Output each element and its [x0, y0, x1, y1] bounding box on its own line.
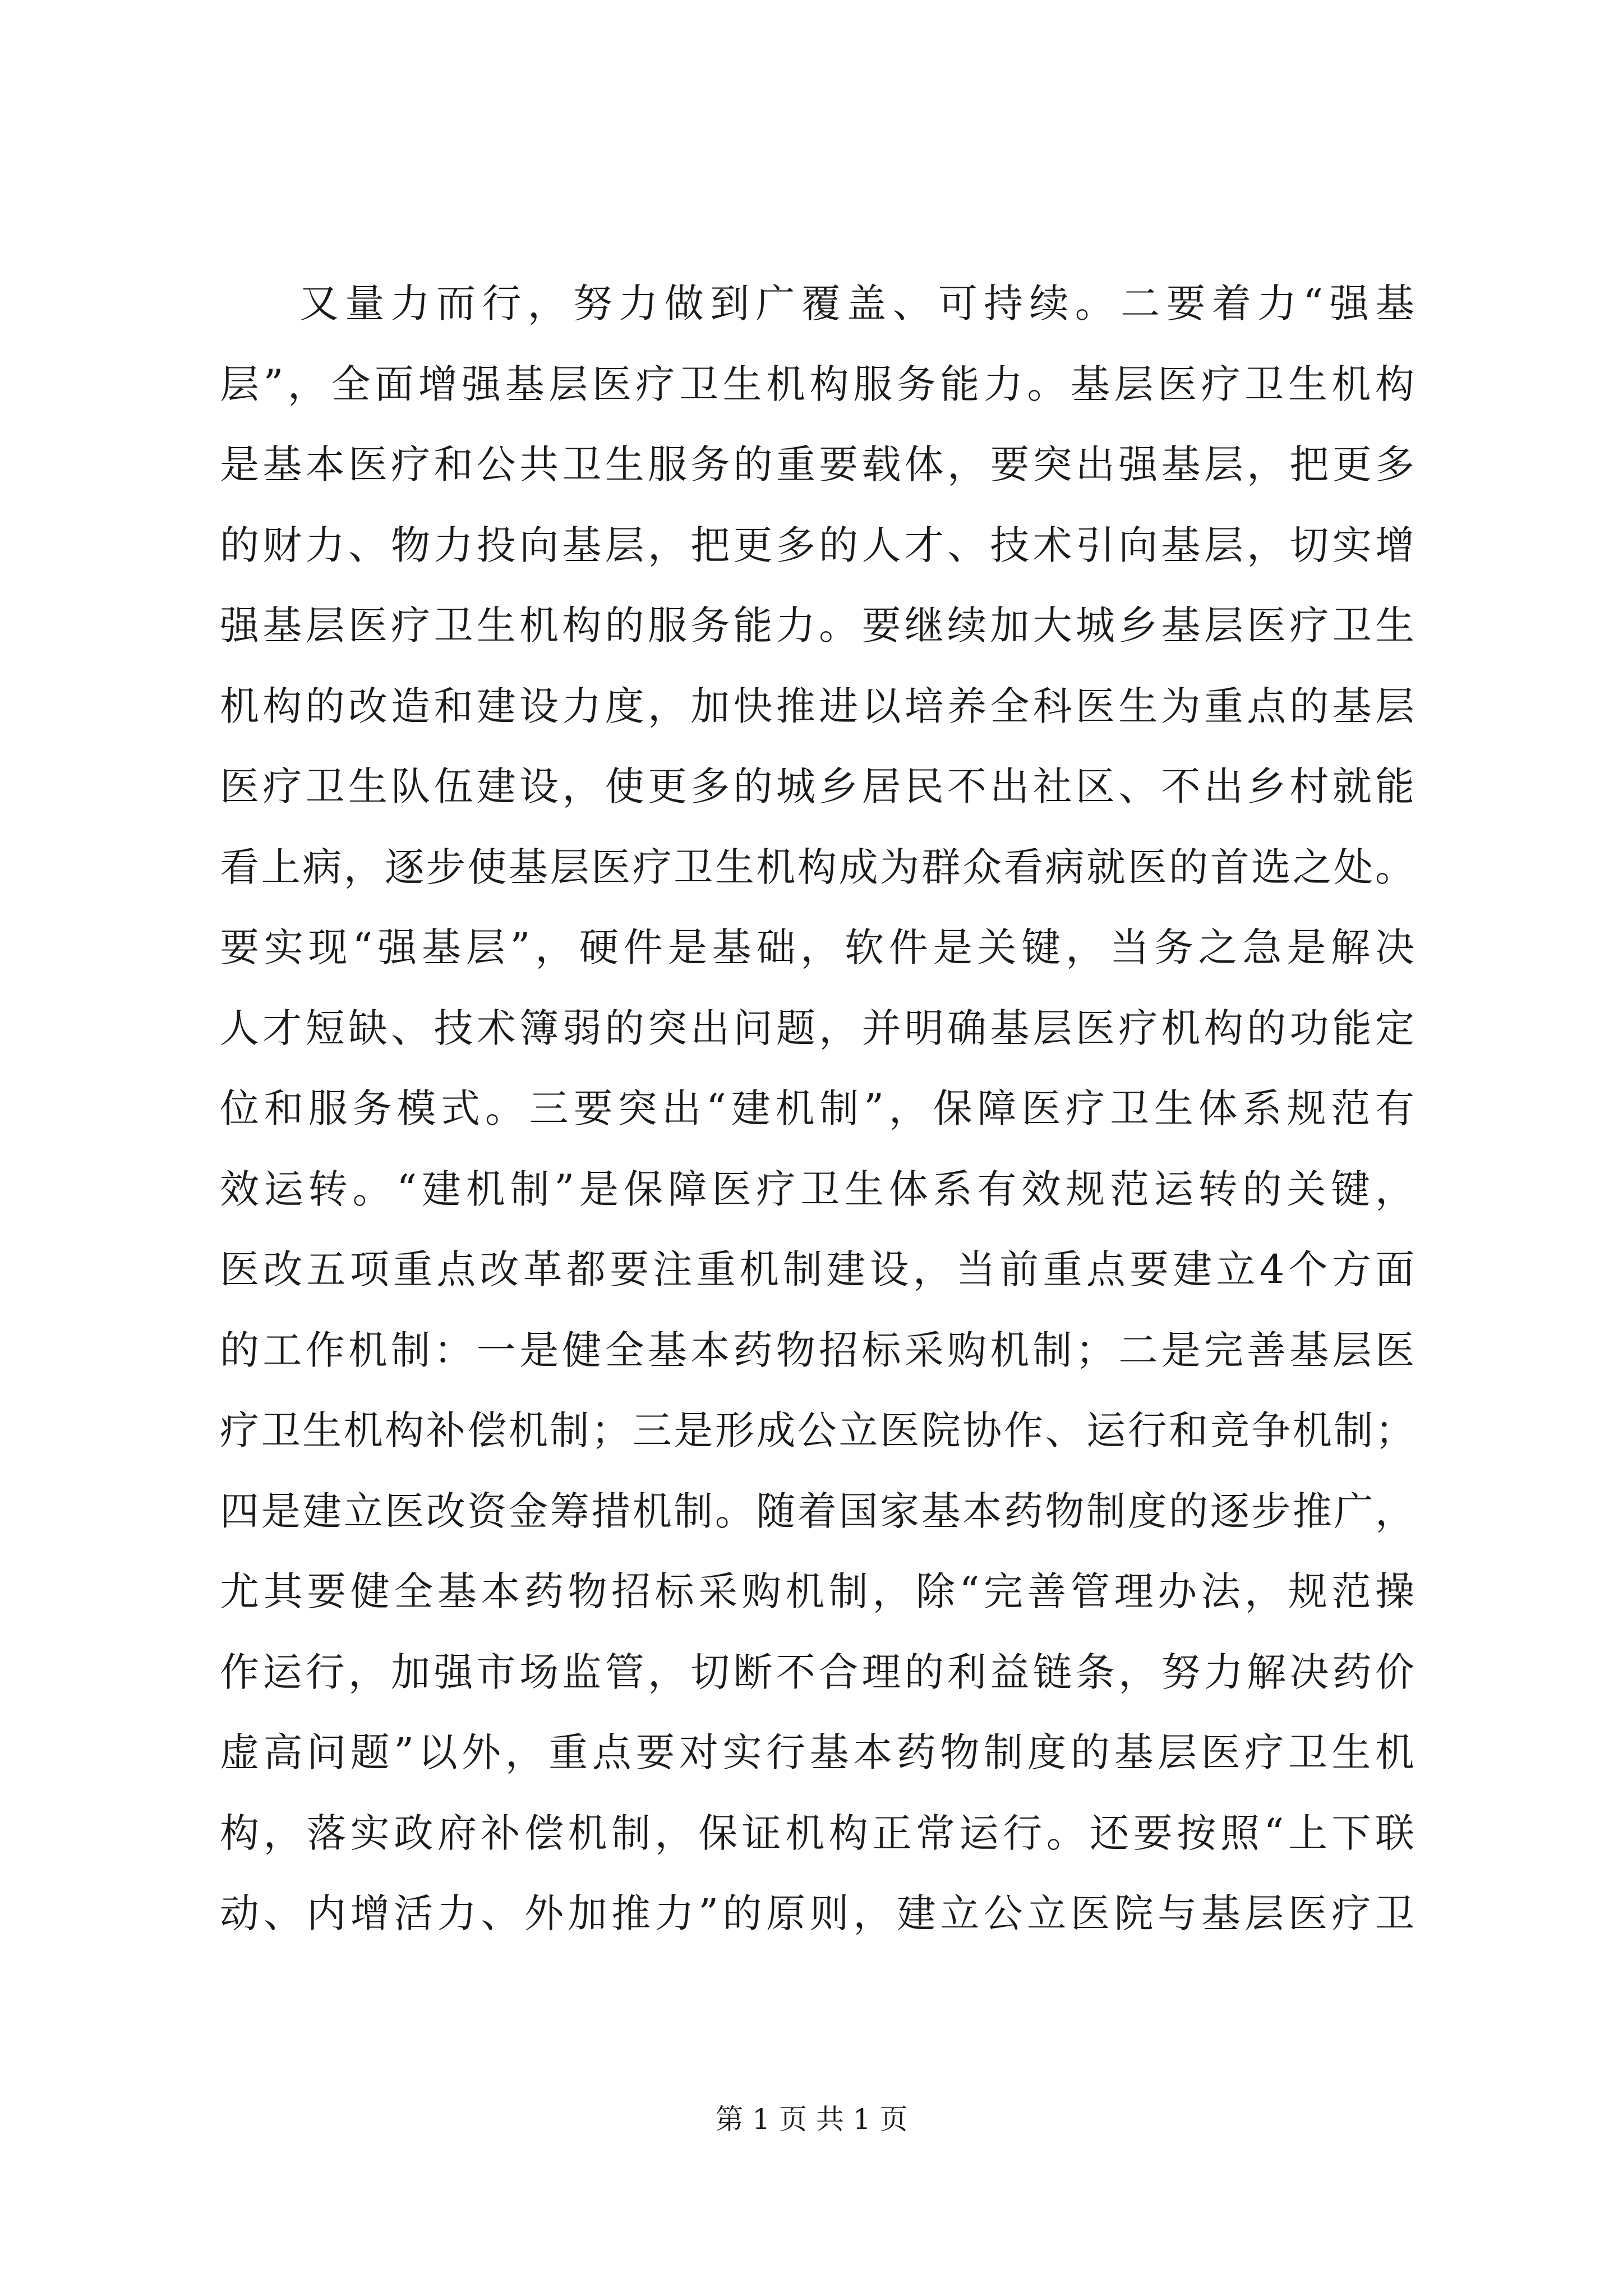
text-line: 的工作机制：一是健全基本药物招标采购机制；二是完善基层医 [220, 1327, 1414, 1373]
text-line: 作运行，加强市场监管，切断不合理的利益链条，努力解决药价 [220, 1649, 1414, 1695]
text-line: 的财力、物力投向基层，把更多的人才、技术引向基层，切实增 [220, 522, 1414, 568]
text-line: 看上病，逐步使基层医疗卫生机构成为群众看病就医的首选之处。 [220, 844, 1414, 890]
text-line: 虚高问题”以外，重点要对实行基本药物制度的基层医疗卫生机 [220, 1729, 1414, 1775]
text-line: 人才短缺、技术簿弱的突出问题，并明确基层医疗机构的功能定 [220, 1005, 1414, 1051]
text-line: 医疗卫生队伍建设，使更多的城乡居民不出社区、不出乡村就能 [220, 763, 1414, 809]
text-line: 动、内增活力、外加推力”的原则，建立公立医院与基层医疗卫 [220, 1890, 1414, 1936]
text-line: 机构的改造和建设力度，加快推进以培养全科医生为重点的基层 [220, 683, 1414, 729]
text-line: 构，落实政府补偿机制，保证机构正常运行。还要按照“上下联 [220, 1810, 1414, 1856]
text-line: 效运转。“建机制”是保障医疗卫生体系有效规范运转的关键， [220, 1166, 1414, 1212]
text-line: 强基层医疗卫生机构的服务能力。要继续加大城乡基层医疗卫生 [220, 602, 1414, 648]
page-number-footer: 第 1 页 共 1 页 [715, 2103, 908, 2136]
text-line: 医改五项重点改革都要注重机制建设，当前重点要建立4个方面 [220, 1246, 1414, 1292]
text-line: 尤其要健全基本药物招标采购机制，除“完善管理办法，规范操 [220, 1568, 1414, 1614]
text-line: 是基本医疗和公共卫生服务的重要载体，要突出强基层，把更多 [220, 441, 1414, 487]
text-line: 四是建立医改资金筹措机制。随着国家基本药物制度的逐步推广， [220, 1488, 1414, 1534]
text-line: 要实现“强基层”，硬件是基础，软件是关键，当务之急是解决 [220, 924, 1414, 970]
text-line: 位和服务模式。三要突出“建机制”，保障医疗卫生体系规范有 [220, 1085, 1414, 1131]
text-line: 层”，全面增强基层医疗卫生机构服务能力。基层医疗卫生机构 [220, 361, 1414, 407]
text-line: 疗卫生机构补偿机制；三是形成公立医院协作、运行和竞争机制； [220, 1407, 1414, 1453]
text-line: 又量力而行，努力做到广覆盖、可持续。二要着力“强基 [299, 280, 1414, 326]
body-paragraph [220, 264, 1414, 1954]
